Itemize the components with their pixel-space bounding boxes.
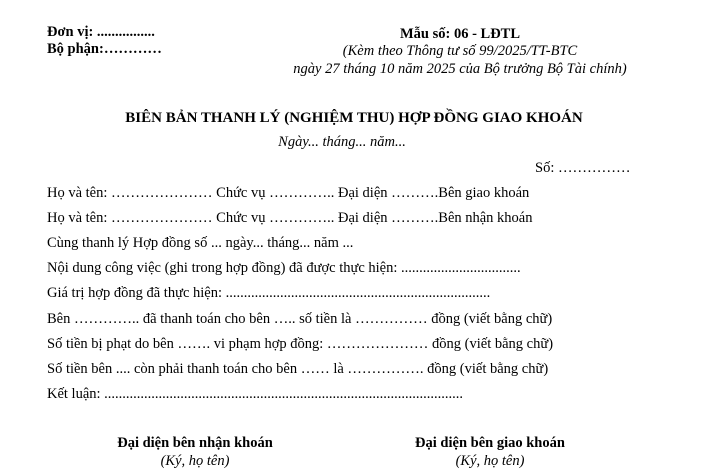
signature-giving-role: Đại diện bên giao khoán bbox=[415, 435, 565, 451]
form-number: Mẫu số: 06 - LĐTL bbox=[399, 26, 521, 42]
conclusion-line: Kết luận: ................................................................................................... bbox=[47, 386, 464, 402]
signature-giving-note: (Ký, họ tên) bbox=[455, 453, 525, 469]
remaining-payment-line: Số tiền bên .... còn phải thanh toán cho bên …… là ……………. đồng (viết bằng chữ) bbox=[47, 361, 549, 377]
attached-regulation: (Kèm theo Thông tư số 99/2025/TT-BTC bbox=[342, 43, 578, 59]
signature-receiving-note: (Ký, họ tên) bbox=[160, 453, 230, 469]
party-giving-line: Họ và tên: ………………… Chức vụ ………….. Đại diện ……….Bên giao khoán bbox=[47, 185, 530, 201]
work-content-line: Nội dung công việc (ghi trong hợp đồng) đã được thực hiện: ................................. bbox=[47, 260, 521, 276]
date-line: Ngày... tháng... năm... bbox=[278, 134, 406, 150]
penalty-line: Số tiền bị phạt do bên ……. vi phạm hợp đồng: ………………… đồng (viết bằng chữ) bbox=[47, 336, 554, 352]
party-receiving-line: Họ và tên: ………………… Chức vụ ………….. Đại diện ……….Bên nhận khoán bbox=[47, 210, 533, 226]
document-title: BIÊN BẢN THANH LÝ (NGHIỆM THU) HỢP ĐỒNG GIAO KHOÁN bbox=[125, 110, 583, 126]
contract-value-line: Giá trị hợp đồng đã thực hiện: ......................................................................... bbox=[47, 285, 491, 301]
unit-field: Đơn vị: ................ bbox=[47, 24, 155, 40]
contract-reference-line: Cùng thanh lý Hợp đồng số ... ngày... tháng... năm ... bbox=[47, 235, 354, 251]
department-field: Bộ phận:………… bbox=[47, 41, 162, 57]
regulation-issue-date: ngày 27 tháng 10 năm 2025 của Bộ trưởng Bộ Tài chính) bbox=[293, 61, 627, 77]
payment-made-line: Bên ………….. đã thanh toán cho bên ….. số tiền là …………… đồng (viết bằng chữ) bbox=[47, 311, 553, 327]
document-number: Số: …………… bbox=[535, 160, 631, 176]
signature-receiving-role: Đại diện bên nhận khoán bbox=[117, 435, 273, 451]
